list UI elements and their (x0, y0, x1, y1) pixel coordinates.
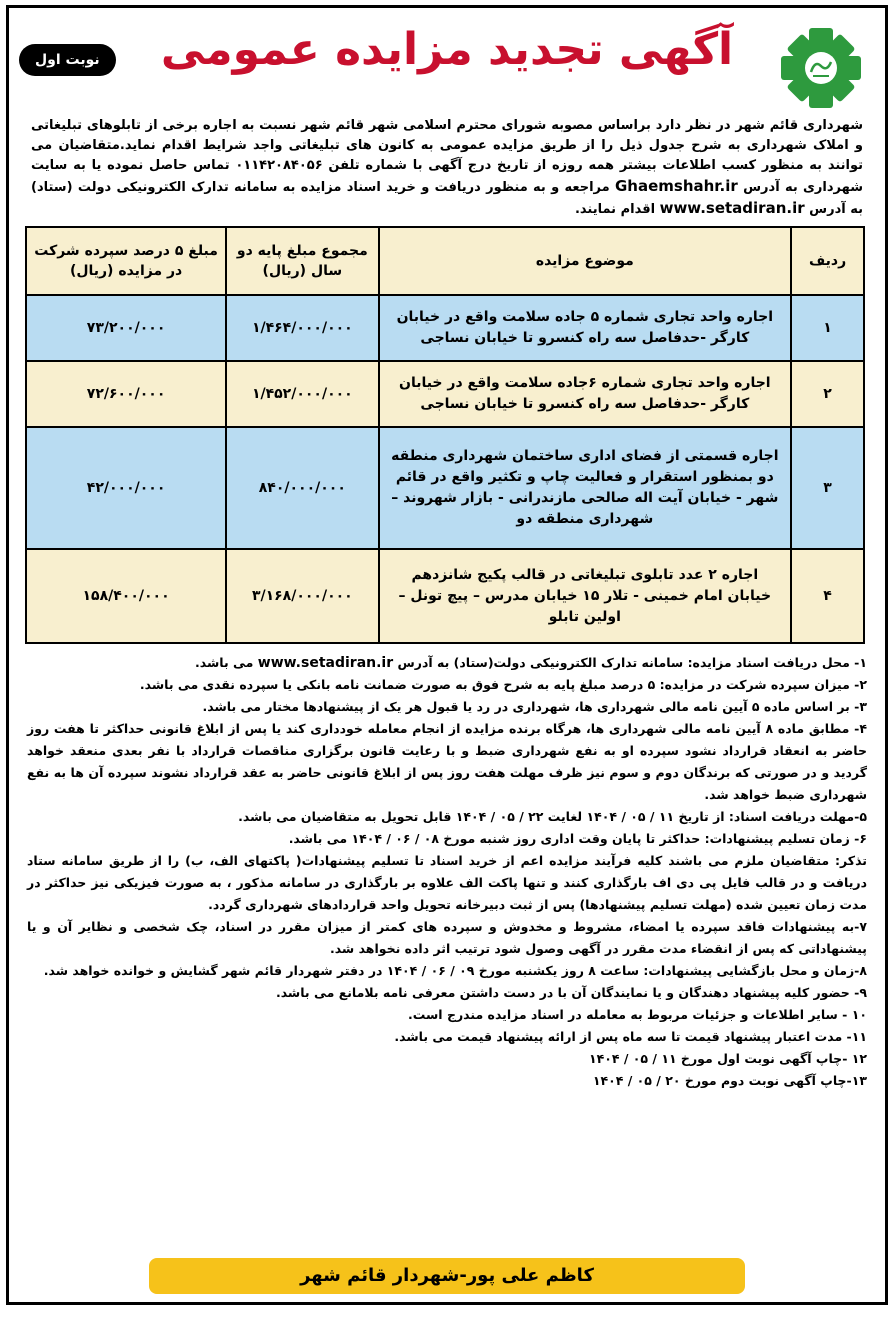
row-subject: اجاره ۲ عدد تابلوی تبلیغاتی در قالب پکیج شانزدهم خیابان امام خمینی - تلار ۱۵ خیابان مدرس – پیچ تونل – اولین تابلو (379, 549, 792, 643)
condition-item: ۱۲ -چاپ آگهی نوبت اول مورخ ۱۱ / ۰۵ / ۱۴۰۴ (588, 1051, 867, 1066)
row-base-amount: ۳/۱۶۸/۰۰۰/۰۰۰ (226, 549, 378, 643)
table-row (26, 549, 864, 643)
condition-item: ۶- زمان تسلیم پیشنهادات: حداکثر تا پایان وقت اداری روز شنبه مورخ ۰۸ / ۰۶ / ۱۴۰۴ می باشد. (288, 831, 867, 846)
signature-bar: کاظم علی پور-شهردار قائم شهر (149, 1258, 745, 1294)
intro-text-1: شهرداری قائم شهر در نظر دارد براساس مصوبه شورای محترم اسلامی شهر قائم شهر نسبت به اجاره برخی از تابلوهای تبلیغاتی و املاک شهرداری به شرح جدول ذیل را از طریق مزایده عمومی به کانون های تبلیغاتی واجد شرایط اقدام نماید.متقاضیان می توانند به منظور کسب اطلاعات بیشتر همه روزه از تاریخ درج آگهی با شماره تلفن ۰۱۱۴۲۰۸۴۰۵۶ تماس حاصل نموده یا به سایت شهرداری به آدرس (31, 118, 864, 195)
condition-item: ۲- میزان سپرده شرکت در مزایده: ۵ درصد مبلغ پایه به شرح فوق به صورت ضمانت نامه بانکی یا سپرده نقدی می باشد. (139, 677, 867, 692)
condition-note: تذکر: متقاضیان ملزم می باشند کلیه فرآیند مزایده اعم از خرید اسناد تا تسلیم پیشنهادات( پاکتهای الف، ب) را از طریق سامانه ستاد دریافت و در قالب فایل پی دی اف بارگذاری کنند و تنها پاکت الف علاوه بر بارگذاری در سامانه مذکور ، به صورت فیزیکی نیز حداکثر در مدت زمان تعیین شده (مهلت تسلیم پیشنهادها) پس از ثبت دبیرخانه تحویل واحد قراردادهای شهرداری گردد. (27, 853, 867, 912)
row-subject: اجاره قسمتی از فضای اداری ساختمان شهرداری منطقه دو بمنظور استقرار و فعالیت چاپ و تکثیر واقع در قائم شهر - خیابان آیت اله صالحی مازندرانی - بازار شهروند – شهرداری منطقه دو (379, 427, 792, 549)
header-deposit-amount: مبلغ ۵ درصد سپرده شرکت در مزایده (ریال) (26, 227, 226, 295)
condition-item: ۱۰ - سایر اطلاعات و جزئیات مربوط به معامله در اسناد مزایده مندرج است. (408, 1007, 867, 1022)
condition-1-text: ۱- محل دریافت اسناد مزایده: سامانه تدارک الکترونیکی دولت(ستاد) به آدرس (397, 655, 867, 670)
table-header-row (26, 227, 864, 295)
condition-1-end: می باشد. (195, 655, 254, 670)
auction-items-table (25, 226, 865, 644)
condition-item: ۸-زمان و محل بازگشایی پیشنهادات: ساعت ۸ روز یکشنبه مورخ ۰۹ / ۰۶ / ۱۴۰۴ در دفتر شهردار قائم شهر گشایش و خوانده خواهد شد. (43, 963, 867, 978)
row-deposit-amount: ۱۵۸/۴۰۰/۰۰۰ (26, 549, 226, 643)
setad-website-link[interactable]: www.setadiran.ir (659, 199, 805, 217)
condition-item: ۷-به پیشنهادات فاقد سپرده یا امضاء، مشروط و مخدوش و سپرده های کمتر از میزان مقرر در اسناد، چک شخصی و نظایر آن و یا پیشنهاداتی که پس از انقضاء مدت مقرر در آگهی وصول شود ترتیب اثر داده نخواهد شد. (27, 919, 867, 956)
condition-item: ۵-مهلت دریافت اسناد: از تاریخ ۱۱ / ۰۵ / ۱۴۰۴ لغایت ۲۲ / ۰۵ / ۱۴۰۴ قابل تحویل به متقاضیان می باشد. (238, 809, 867, 824)
condition-item (27, 652, 867, 674)
intro-text-2: مراجعه و به منظور دریافت و خرید اسناد مزایده به سامانه تدارک الکترونیکی دولت (ستاد) به آدرس (31, 180, 863, 217)
conditions-list (27, 652, 867, 1092)
row-deposit-amount: ۷۳/۲۰۰/۰۰۰ (26, 295, 226, 361)
row-base-amount: ۱/۴۵۲/۰۰۰/۰۰۰ (226, 361, 378, 427)
ad-header (9, 8, 885, 116)
row-deposit-amount: ۴۲/۰۰۰/۰۰۰ (26, 427, 226, 549)
condition-item: ۴- مطابق ماده ۸ آیین نامه مالی شهرداری ها، هرگاه برنده مزایده از انجام معامله خودداری کند یا پس از ابلاغ قانونی حداکثر تا هفت روز حاضر به انعقاد قرارداد نشود سپرده او به نفع شهرداری ضبط و با رعایت قانون برگزاری مناقصات قرارداد با نفر بعدی منعقد خواهد گردید و در صورتی که برندگان دوم و سوم نیز ظرف مهلت هفت روز پس از ابلاغ قانونی حاضر به عقد قرارداد نشوند سپرده آن ها به نفع شهرداری ضبط خواهد شد. (27, 721, 867, 802)
header-subject: موضوع مزایده (379, 227, 792, 295)
ad-page (6, 5, 888, 1305)
intro-paragraph (31, 116, 863, 220)
condition-item: ۱۱- مدت اعتبار پیشنهاد قیمت تا سه ماه پس از ارائه پیشنهاد قیمت می باشد. (394, 1029, 867, 1044)
municipality-website-link[interactable]: Ghaemshahr.ir (614, 177, 738, 195)
row-index: ۳ (791, 427, 864, 549)
header-index: ردیف (791, 227, 864, 295)
row-base-amount: ۸۴۰/۰۰۰/۰۰۰ (226, 427, 378, 549)
table-row (26, 361, 864, 427)
condition-item: ۹- حضور کلیه پیشنهاد دهندگان و یا نمایندگان آن با در دست داشتن معرفی نامه بلامانع می باشد. (275, 985, 867, 1000)
table-row (26, 295, 864, 361)
row-index: ۴ (791, 549, 864, 643)
row-index: ۲ (791, 361, 864, 427)
row-subject: اجاره واحد تجاری شماره ۵ جاده سلامت واقع در خیابان کارگر -حدفاصل سه راه کنسرو تا خیابان نساجی (379, 295, 792, 361)
condition-item: ۱۳-چاپ آگهی نوبت دوم مورخ ۲۰ / ۰۵ / ۱۴۰۴ (592, 1073, 867, 1088)
header-base-amount: مجموع مبلغ پایه دو سال (ریال) (226, 227, 378, 295)
turn-badge: نوبت اول (19, 44, 116, 76)
row-subject: اجاره واحد تجاری شماره ۶جاده سلامت واقع در خیابان کارگر -حدفاصل سه راه کنسرو تا خیابان نساجی (379, 361, 792, 427)
row-base-amount: ۱/۴۶۴/۰۰۰/۰۰۰ (226, 295, 378, 361)
table-row (26, 427, 864, 549)
setad-website-link[interactable]: www.setadiran.ir (257, 655, 394, 671)
row-index: ۱ (791, 295, 864, 361)
ad-title: آگهی تجدید مزایده عمومی (160, 24, 734, 75)
row-deposit-amount: ۷۲/۶۰۰/۰۰۰ (26, 361, 226, 427)
intro-text-3: اقدام نمایند. (574, 202, 656, 217)
condition-item: ۳- بر اساس ماده ۵ آیین نامه مالی شهرداری ها، شهرداری در رد یا قبول هر یک از پیشنهادها مختار می باشد. (202, 699, 867, 714)
municipality-logo-icon (779, 26, 863, 110)
